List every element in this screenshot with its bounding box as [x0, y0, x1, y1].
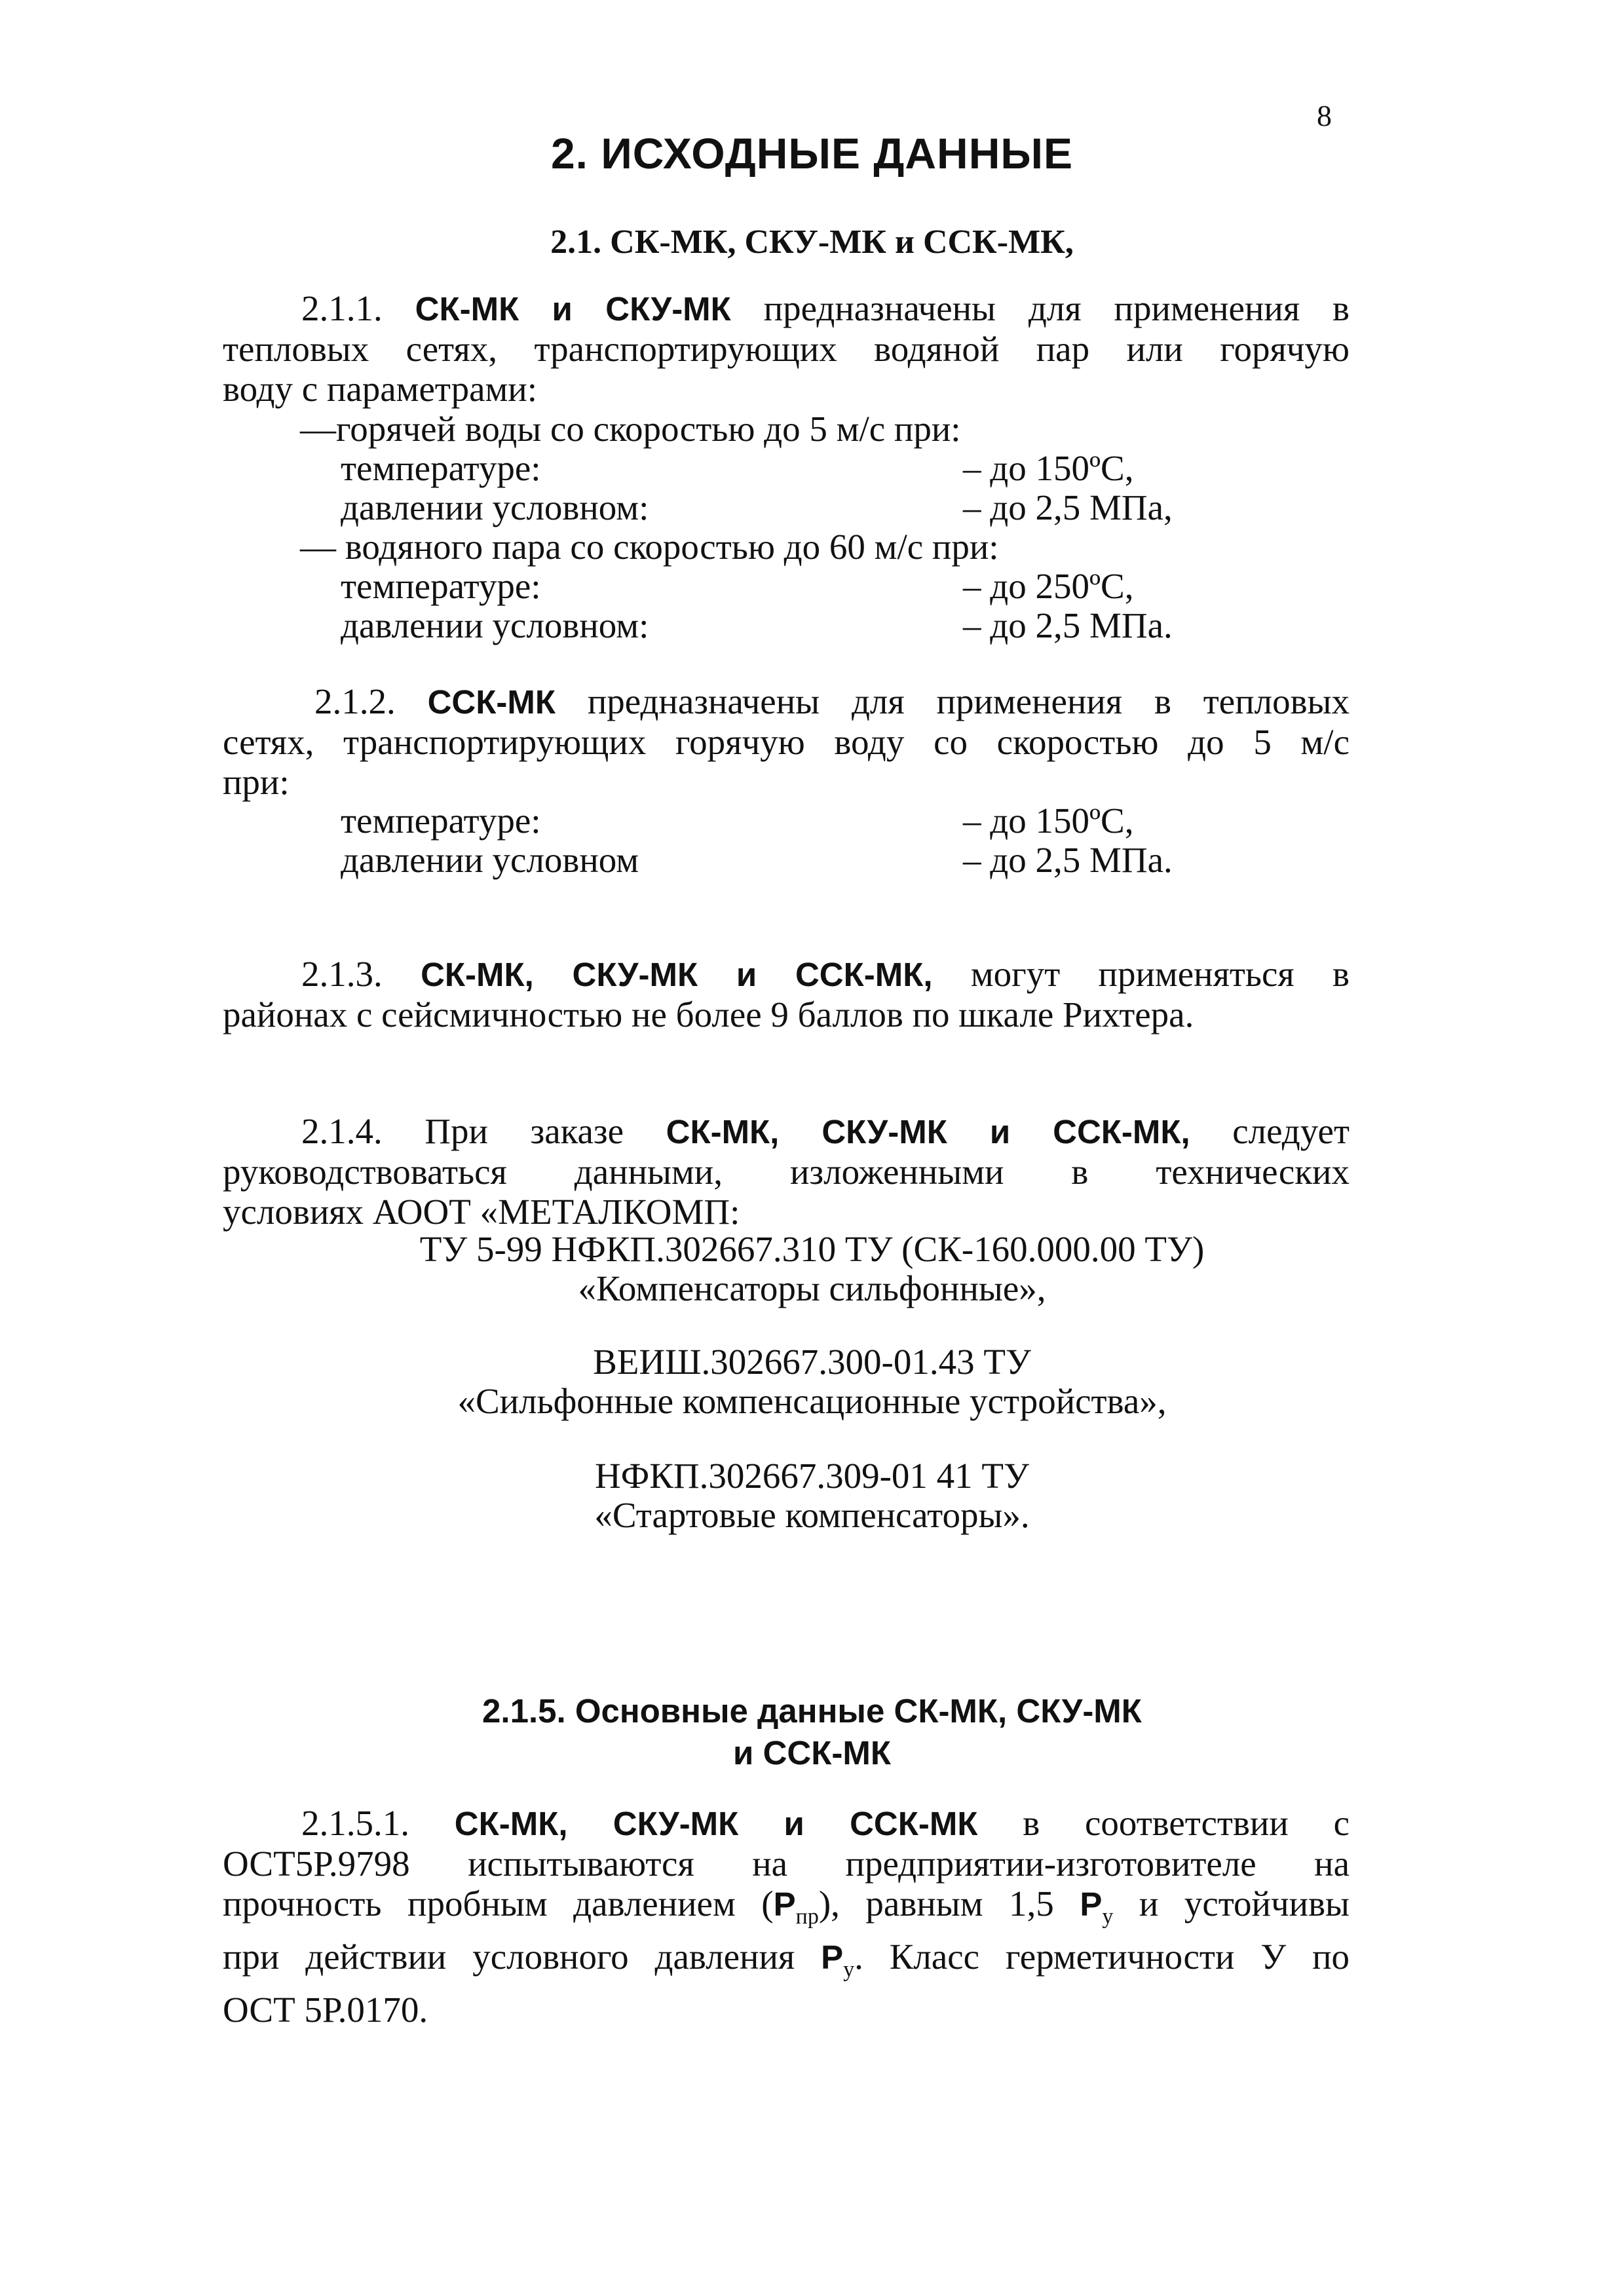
clause-text: При заказе [425, 1111, 624, 1151]
param-label: температуре: [341, 566, 541, 606]
subsection-heading: 2.1. СК-МК, СКУ-МК и ССК-МК, [550, 223, 1074, 261]
clause-text: ОСТ5Р.9798 испытываются на предприятии-изготовителе на [223, 1844, 1350, 1884]
heading-line: 2.1.5. Основные данные СК-МК, СКУ-МК [482, 1692, 1142, 1730]
clause-text: условиях АООТ «МЕТАЛКОМП: [223, 1192, 740, 1232]
text-fragment: ), равным 1,5 [818, 1884, 1054, 1924]
spec-name: «Сильфонные компенсационные устройства», [457, 1381, 1167, 1421]
paragraph-2-1-4 [223, 1111, 1350, 1232]
steam-conditions-intro: — водяного пара со скоростью до 60 м/с при: [300, 527, 999, 567]
spec-code: ВЕИШ.302667.300-01.43 ТУ [593, 1342, 1031, 1382]
clause-number: 2.1.3. [301, 954, 383, 994]
product-names: СК-МК, СКУ-МК и ССК-МК, [666, 1113, 1190, 1150]
param-value: – до 250ºС, [963, 566, 1134, 606]
subscript: пр [795, 1905, 819, 1929]
clause-text: воду с параметрами: [223, 369, 538, 409]
product-names: СК-МК, СКУ-МК и ССК-МК, [421, 956, 933, 993]
spec-code: НФКП.302667.309-01 41 ТУ [595, 1456, 1029, 1496]
param-label: давлении условном [341, 840, 639, 880]
clause-text: предназначены для применения в тепловых [587, 681, 1350, 721]
paragraph-2-1-2 [223, 681, 1350, 802]
spec-code: ТУ 5-99 НФКП.302667.310 ТУ (СК-160.000.00 ТУ) [419, 1229, 1205, 1269]
param-value: – до 150ºС, [963, 801, 1134, 841]
clause-number: 2.1.4. [301, 1111, 383, 1151]
param-label: температуре: [341, 801, 541, 841]
clause-text: при: [223, 762, 290, 802]
text-fragment: и устойчивы [1139, 1884, 1350, 1924]
pressure-symbol: Р [821, 1939, 844, 1976]
param-label: давлении условном: [341, 487, 649, 527]
page-number: 8 [1317, 99, 1332, 132]
param-value: – до 2,5 МПа. [963, 840, 1173, 880]
spec-name: «Стартовые компенсаторы». [594, 1495, 1030, 1535]
subscript: у [1102, 1905, 1114, 1929]
clause-text: районах с сейсмичностью не более 9 баллов по шкале Рихтера. [223, 995, 1194, 1034]
water-conditions-intro: —горячей воды со скоростью до 5 м/с при: [300, 409, 961, 449]
param-label: температуре: [341, 448, 541, 488]
product-names: ССК-МК [427, 683, 556, 721]
spec-name: «Компенсаторы сильфонные», [578, 1268, 1046, 1308]
subscript: у [843, 1958, 855, 1982]
clause-text: руководствоваться данными, изложенными в технических [223, 1152, 1350, 1192]
section-heading: 2. ИСХОДНЫЕ ДАННЫЕ [550, 129, 1074, 178]
text-fragment: . Класс герметичности У по [854, 1937, 1350, 1977]
clause-text: предназначены для применения в [763, 288, 1350, 328]
clause-number: 2.1.1. [301, 288, 383, 328]
text-fragment: при действии условного давления [223, 1937, 795, 1977]
clause-text: ОСТ 5Р.0170. [223, 1990, 428, 2030]
clause-text-line [223, 1937, 1350, 1990]
param-value: – до 2,5 МПа. [963, 605, 1173, 645]
clause-text: следует [1232, 1111, 1350, 1151]
clause-text: сетях, транспортирующих горячую воду со скоростью до 5 м/с [223, 722, 1350, 762]
param-label: давлении условном: [341, 605, 649, 645]
subsection-heading-2-1-5 [0, 1690, 1624, 1774]
clause-number: 2.1.2. [314, 681, 396, 721]
heading-line: и ССК-МК [733, 1734, 891, 1772]
clause-text: в соответствии с [1023, 1803, 1350, 1843]
product-names: СК-МК и СКУ-МК [415, 290, 731, 328]
clause-text: могут применяться в [970, 954, 1350, 994]
param-value: – до 2,5 МПа, [963, 487, 1173, 527]
paragraph-2-1-5-1 [223, 1803, 1350, 2030]
clause-text-line [223, 1884, 1350, 1937]
paragraph-2-1-3 [223, 954, 1350, 1034]
param-value: – до 150ºС, [963, 448, 1134, 488]
clause-text: тепловых сетях, транспортирующих водяной пар или горячую [223, 329, 1350, 369]
pressure-symbol: Р [1080, 1886, 1103, 1923]
pressure-symbol: Р [773, 1886, 796, 1923]
product-names: СК-МК, СКУ-МК и ССК-МК [454, 1805, 978, 1842]
paragraph-2-1-1 [223, 288, 1350, 409]
text-fragment: прочность пробным давлением ( [223, 1884, 774, 1924]
clause-number: 2.1.5.1. [301, 1803, 409, 1843]
